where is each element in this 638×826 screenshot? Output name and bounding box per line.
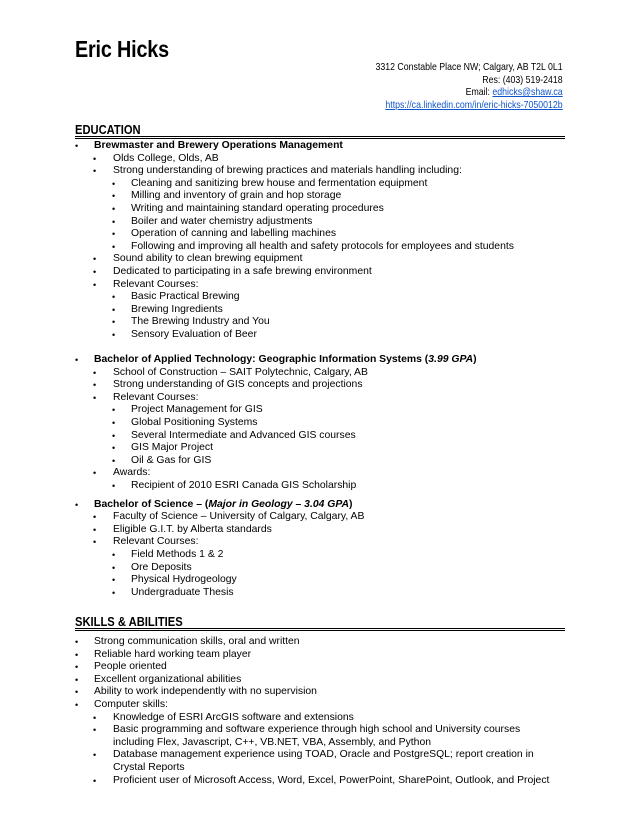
bullet-icon: • xyxy=(112,216,116,227)
list-item: • Relevant Courses: xyxy=(93,391,199,403)
bullet-icon: • xyxy=(112,229,116,240)
list-item xyxy=(75,354,565,367)
list-item: • Ore Deposits xyxy=(112,561,192,573)
list-item: • Strong communication skills, oral and written xyxy=(75,636,300,647)
list-item: • Reliable hard working team player xyxy=(75,648,252,660)
list-item xyxy=(75,140,565,153)
list-item: • Basic Practical Brewing xyxy=(112,291,240,303)
list-item: • Physical Hydrogeology xyxy=(112,574,237,586)
bullet-icon: • xyxy=(93,468,97,479)
skills-heading: SKILLS & ABILITIES xyxy=(75,614,183,629)
education-list xyxy=(75,140,565,599)
bullet-icon: • xyxy=(93,367,97,378)
bullet-icon: • xyxy=(93,254,97,265)
email-link[interactable]: edhicks@shaw.ca xyxy=(492,87,563,98)
list-item: • Milling and inventory of grain and hop storage xyxy=(112,190,342,202)
bullet-icon: • xyxy=(93,153,97,164)
bullet-icon: • xyxy=(75,699,79,710)
bullet-icon: • xyxy=(112,292,116,303)
list-item: • Oil & Gas for GIS xyxy=(112,454,212,466)
skills-list xyxy=(75,636,565,787)
candidate-name: Eric Hicks xyxy=(75,36,169,62)
list-item: • Olds College, Olds, AB xyxy=(93,152,219,164)
list-item: • Boiler and water chemistry adjustments xyxy=(112,215,313,227)
bullet-icon: • xyxy=(112,575,116,586)
bullet-icon: • xyxy=(93,537,97,548)
list-item: • Basic programming and software experience through high school and University courses xyxy=(93,724,521,736)
list-item-continued: Crystal Reports xyxy=(113,761,185,773)
list-item: • Brewing Ingredients xyxy=(112,303,223,315)
list-item: • Sound ability to clean brewing equipment xyxy=(93,253,303,265)
bullet-icon: • xyxy=(93,166,97,177)
linkedin-link[interactable]: https://ca.linkedin.com/in/eric-hicks-7050012b xyxy=(385,99,563,111)
education-rule xyxy=(75,136,565,139)
list-item: • Strong understanding of GIS concepts and projections xyxy=(93,379,363,391)
bullet-icon: • xyxy=(112,443,116,454)
bullet-icon: • xyxy=(112,455,116,466)
bullet-icon: • xyxy=(112,587,116,598)
bullet-icon: • xyxy=(112,203,116,214)
email-label: Email: xyxy=(465,87,493,98)
bullet-icon: • xyxy=(93,380,97,391)
bullet-icon: • xyxy=(93,750,97,761)
list-item: • Faculty of Science – University of Calgary, Calgary, AB xyxy=(93,511,365,523)
list-item: • Sensory Evaluation of Beer xyxy=(112,328,257,340)
list-item: • Global Positioning Systems xyxy=(112,417,258,429)
linkedin-line xyxy=(376,100,563,113)
list-item: • Strong understanding of brewing practices and materials handling including: xyxy=(93,165,462,177)
list-item: • People oriented xyxy=(75,661,167,673)
list-item: • Database management experience using TOAD, Oracle and PostgreSQL; report creation in xyxy=(93,749,534,761)
education-heading: EDUCATION xyxy=(75,122,141,137)
bullet-icon: • xyxy=(75,637,79,647)
list-item: • Dedicated to participating in a safe brewing environment xyxy=(93,265,372,277)
bullet-icon: • xyxy=(112,329,116,340)
list-item: • Operation of canning and labelling machines xyxy=(112,228,337,240)
list-item: • Recipient of 2010 ESRI Canada GIS Scholarship xyxy=(112,480,357,492)
bullet-icon: • xyxy=(75,687,79,698)
list-item xyxy=(75,499,565,512)
list-item: • Field Methods 1 & 2 xyxy=(112,549,224,560)
bullet-icon: • xyxy=(112,481,116,492)
address: 3312 Constable Place NW; Calgary, AB T2L 0L1 xyxy=(375,62,563,73)
bullet-icon: • xyxy=(112,317,116,328)
list-item: • GIS Major Project xyxy=(112,442,213,454)
bullet-icon: • xyxy=(93,775,97,786)
list-item: • Writing and maintaining standard operating procedures xyxy=(112,202,384,214)
phone: Res: (403) 519-2418 xyxy=(482,74,563,86)
bullet-icon: • xyxy=(93,524,97,535)
bullet-icon: • xyxy=(112,430,116,441)
bullet-icon: • xyxy=(112,418,116,429)
list-item: • Proficient user of Microsoft Access, Word, Excel, PowerPoint, SharePoint, Outlook, and Project xyxy=(93,774,550,786)
list-item: • Awards: xyxy=(93,467,151,479)
bullet-icon: • xyxy=(75,499,79,510)
bullet-icon: • xyxy=(112,241,116,252)
bullet-icon: • xyxy=(75,355,79,366)
bullet-icon: • xyxy=(112,562,116,573)
contact-block xyxy=(345,62,563,112)
bullet-icon: • xyxy=(93,266,97,277)
bullet-icon: • xyxy=(75,141,79,151)
bullet-icon: • xyxy=(75,662,79,673)
list-item: • Knowledge of ESRI ArcGIS software and extensions xyxy=(93,711,354,723)
email-line xyxy=(376,87,563,100)
list-item: • Cleaning and sanitizing brew house and fermentation equipment xyxy=(112,177,428,189)
list-item: • Excellent organizational abilities xyxy=(75,673,242,685)
list-item: • Following and improving all health and safety protocols for employees and students xyxy=(112,240,514,252)
bullet-icon: • xyxy=(112,178,116,189)
bullet-icon: • xyxy=(93,279,97,290)
bullet-icon: • xyxy=(112,304,116,315)
bullet-icon: • xyxy=(75,649,79,660)
list-item: • Project Management for GIS xyxy=(112,404,263,416)
list-item: • The Brewing Industry and You xyxy=(112,316,270,328)
bullet-icon: • xyxy=(93,392,97,403)
list-item: • Relevant Courses: xyxy=(93,278,199,290)
skills-rule xyxy=(75,628,565,631)
bullet-icon: • xyxy=(112,405,116,416)
degree-heading: Bachelor of Applied Technology: Geographic Information Systems (3.99 GPA) xyxy=(94,354,477,366)
list-item: • Several Intermediate and Advanced GIS courses xyxy=(112,429,356,441)
list-item-continued: including Flex, Javascript, C++, VB.NET, VBA, Assembly, and Python xyxy=(113,736,432,748)
list-item: • School of Construction – SAIT Polytechnic, Calgary, AB xyxy=(93,366,368,378)
degree-heading: Bachelor of Science – (Major in Geology – 3.04 GPA) xyxy=(94,498,353,510)
list-item: • Undergraduate Thesis xyxy=(112,586,234,598)
list-item: • Eligible G.I.T. by Alberta standards xyxy=(93,523,272,535)
list-item: • Ability to work independently with no supervision xyxy=(75,686,317,698)
bullet-icon: • xyxy=(75,674,79,685)
list-item: • Relevant Courses: xyxy=(93,536,199,548)
bullet-icon: • xyxy=(93,512,97,523)
list-item: • Computer skills: xyxy=(75,698,168,710)
bullet-icon: • xyxy=(93,725,97,736)
degree-heading: Brewmaster and Brewery Operations Management xyxy=(94,140,343,151)
bullet-icon: • xyxy=(112,191,116,202)
bullet-icon: • xyxy=(112,550,116,560)
bullet-icon: • xyxy=(93,712,97,723)
